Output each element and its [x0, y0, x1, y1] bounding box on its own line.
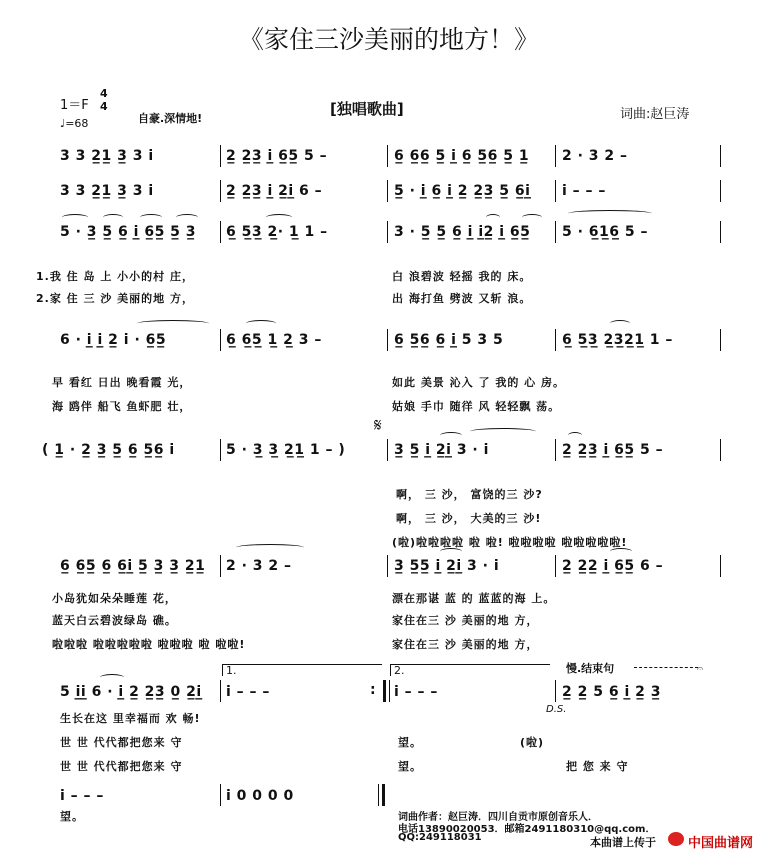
slur: [486, 214, 500, 221]
genre-label: [独唱歌曲]: [330, 100, 404, 118]
lyric-line: (啦)啦啦啦啦 啦 啦! 啦啦啦啦 啦啦啦啦啦!: [392, 536, 628, 549]
credits-label: 词曲:赵巨涛: [620, 107, 690, 122]
slur: [140, 214, 162, 221]
volta-1-label: 1.: [226, 664, 237, 677]
song-title: 《家住三沙美丽的地方！》: [238, 25, 539, 54]
measure-r3-2: 6̲ 5̲3̲ 2̲· 1̲ 1 –: [226, 224, 328, 240]
slur: [266, 214, 292, 221]
slur: [176, 214, 198, 221]
barline: [387, 555, 388, 577]
measure-r6-1: 6̲ 6̲5̲ 6̲ 6̲i̲ 5̲ 3̲ 3̲ 2̲1̲: [60, 558, 206, 574]
barline: [720, 145, 721, 167]
barline: [220, 221, 221, 243]
composer-info: 词曲作者：赵巨涛．四川自贡市原创音乐人．: [398, 812, 598, 823]
slur: [522, 214, 542, 221]
barline: [220, 145, 221, 167]
measure-r3-3: 3 · 5̲ 5̲ 6̲ i̲ i̲2̲ i̲ 6̲5̲: [394, 224, 531, 240]
barline: [555, 439, 556, 461]
lyric-line: 漂在那谌 蓝 的 蓝蓝的海 上。: [392, 592, 556, 605]
repeat-barline: [383, 680, 386, 702]
ds-marking: D.S.: [546, 704, 567, 715]
fermata-icon: 𝄐: [697, 662, 704, 675]
barline: [555, 329, 556, 351]
measure-r4-4: 6̲ 5̲3̲ 2̲3̲2̲1̲ 1 –: [562, 332, 673, 348]
slur: [62, 214, 88, 221]
volta-bracket-1-edge: [222, 664, 223, 676]
lyric-line: 把 您 来 守: [566, 760, 629, 773]
barline: [220, 329, 221, 351]
measure-r8-2: i 0 0 0 0: [226, 788, 294, 804]
barline: [220, 555, 221, 577]
slur: [236, 544, 304, 551]
lyric-line: 家住在三 沙 美丽的地 方，: [392, 638, 539, 651]
segno-sign: 𝄋: [374, 415, 382, 436]
measure-r1-4: 2 · 3 2 –: [562, 148, 628, 164]
lyric-line: 世 世 代代都把您来 守: [60, 736, 183, 749]
barline: [387, 145, 388, 167]
measure-r1-2: 2̲ 2̲3̲ i̲ 6̲5̲ 5 –: [226, 148, 328, 164]
barline: [720, 439, 721, 461]
lyric-line: 望。: [60, 810, 84, 823]
barline: [555, 180, 556, 202]
lyric-line: 啦啦啦 啦啦啦啦啦 啦啦啦 啦 啦啦!: [52, 638, 246, 651]
lyric-line: 早 看红 日出 晚看霞 光，: [52, 376, 192, 389]
measure-r5-2: 5 · 3̲ 3̲ 2̲1̲ 1 – ): [226, 442, 346, 458]
barline: [387, 439, 388, 461]
lyric-line: 2.家 住 三 沙 美丽的地 方，: [36, 292, 194, 305]
rit-marking: 慢.结束句: [566, 662, 615, 675]
barline: [555, 555, 556, 577]
lyric-line: 家住在三 沙 美丽的地 方，: [392, 614, 539, 627]
barline: [555, 680, 556, 702]
barline: [387, 221, 388, 243]
barline: [220, 439, 221, 461]
barline: [220, 680, 221, 702]
contact-info: 电话13890020053．邮箱2491180310@qq.com．: [398, 824, 656, 835]
lyric-line: 出 海打鱼 劈波 又斩 浪。: [392, 292, 532, 305]
slur: [470, 428, 536, 435]
lyric-line: 白 浪碧波 轻摇 我的 床。: [392, 270, 532, 283]
measure-r3-1: 5 · 3̲ 5̲ 6̲ i̲ 6̲5̲ 5̲ 3̲: [60, 224, 197, 240]
lyric-line: 世 世 代代都把您来 守: [60, 760, 183, 773]
barline: [720, 329, 721, 351]
lyric-line: 小岛犹如朵朵睡莲 花，: [52, 592, 177, 605]
slur: [440, 432, 462, 439]
barline: [387, 329, 388, 351]
measure-r5-4: 2̲ 2̲3̲ i̲ 6̲5̲ 5 –: [562, 442, 664, 458]
lyric-line: 海 鸥伴 船飞 鱼虾肥 壮，: [52, 400, 192, 413]
lyric-line: 姑娘 手巾 随徉 风 轻轻飘 荡。: [392, 400, 561, 413]
measure-r6-2: 2 · 3 2 –: [226, 558, 292, 574]
slur: [440, 548, 462, 555]
barline: [720, 555, 721, 577]
barline: [555, 221, 556, 243]
slur: [610, 320, 630, 327]
measure-r3-4: 5 · 6̲1̲6̲ 5 –: [562, 224, 649, 240]
measure-r2-2: 2̲ 2̲3̲ i̲ 2̲i̲ 6 –: [226, 183, 323, 199]
measure-r7-2: i – – –: [226, 684, 270, 700]
slur: [246, 320, 276, 327]
lyric-line: 啊， 三 沙， 富饶的三 沙?: [396, 488, 543, 501]
measure-r4-2: 6̲ 6̲5̲ 1̲ 2̲ 3 –: [226, 332, 322, 348]
measure-r2-4: i – – –: [562, 183, 606, 199]
volta-bracket-2-edge: [390, 664, 391, 676]
slur: [568, 210, 652, 217]
time-signature-bottom: 4: [100, 100, 108, 113]
upload-note: 本曲谱上传于: [590, 836, 656, 849]
measure-r4-1: 6 · i̲ i̲ 2̲ i · 6̲5̲: [60, 332, 167, 348]
lyric-line: 啊， 三 沙， 大美的三 沙!: [396, 512, 542, 525]
barline: [389, 680, 390, 702]
measure-r2-3: 5̲ · i̲ 6̲ i̲ 2̲ 2̲3̲ 5̲ 6̲i̲: [394, 183, 531, 199]
expression-marking: 自豪.深情地!: [138, 112, 203, 125]
volta-2-label: 2.: [394, 664, 405, 677]
lyric-line: (啦): [520, 736, 545, 749]
lyric-line: 1.我 住 岛 上 小小的村 庄，: [36, 270, 194, 283]
slur: [610, 548, 632, 555]
measure-r7-4: 2̲ 2̲ 5 6̲ i̲ 2̲ 3̲: [562, 684, 661, 700]
measure-r6-3: 3̲ 5̲5̲ i̲ 2̲i̲ 3 · i: [394, 558, 500, 574]
key-signature: 1＝F: [60, 98, 89, 113]
slur: [100, 674, 124, 681]
measure-r1-3: 6̲ 6̲6̲ 5̲ i̲ 6̲ 5̲6̲ 5̲ 1̲: [394, 148, 530, 164]
volta-bracket-2: [390, 664, 550, 665]
barline: [220, 784, 221, 806]
measure-r6-4: 2̲ 2̲2̲ i̲ 6̲5̲ 6 –: [562, 558, 664, 574]
tempo-marking: ♩=68: [60, 117, 89, 130]
slur: [568, 432, 582, 439]
lyric-line: 望。: [398, 736, 422, 749]
barline: [720, 180, 721, 202]
measure-r5-3: 3̲ 5̲ i̲ 2̲i̲ 3 · i: [394, 442, 489, 458]
repeat-dots: :: [370, 682, 377, 698]
slur: [103, 214, 123, 221]
measure-r7-3: i – – –: [394, 684, 438, 700]
site-logo-text[interactable]: 中国曲谱网: [688, 836, 754, 851]
measure-r1-1: 3 3 2̲1̲ 3̲ 3 i: [60, 148, 154, 164]
rit-extension: [634, 667, 698, 668]
site-logo-icon: [668, 832, 684, 846]
lyric-line: 望。: [398, 760, 422, 773]
final-barline-thin: [378, 784, 379, 806]
lyric-line: 生长在这 里幸福而 欢 畅!: [60, 712, 201, 725]
measure-r7-1: 5 i̲i̲ 6 · i̲ 2̲ 2̲3̲ 0̲ 2̲i̲: [60, 684, 202, 700]
barline: [720, 221, 721, 243]
time-signature-top: 4: [100, 87, 108, 100]
measure-r5-1: ( 1̲ · 2̲ 3̲ 5̲ 6̲ 5̲6̲ i: [42, 442, 175, 458]
barline: [220, 180, 221, 202]
measure-r4-3: 6̲ 5̲6̲ 6̲ i̲ 5 3 5: [394, 332, 504, 348]
measure-r2-1: 3 3 2̲1̲ 3̲ 3 i: [60, 183, 154, 199]
final-barline-thick: [382, 784, 385, 806]
lyric-line: 蓝天白云碧波绿岛 礁。: [52, 614, 177, 627]
barline: [387, 180, 388, 202]
slur: [137, 320, 209, 327]
qq-info: QQ:249118031: [398, 832, 482, 843]
lyric-line: 如此 美景 沁入 了 我的 心 房。: [392, 376, 565, 389]
measure-r8-1: i – – –: [60, 788, 104, 804]
barline: [555, 145, 556, 167]
volta-bracket-1: [222, 664, 382, 665]
